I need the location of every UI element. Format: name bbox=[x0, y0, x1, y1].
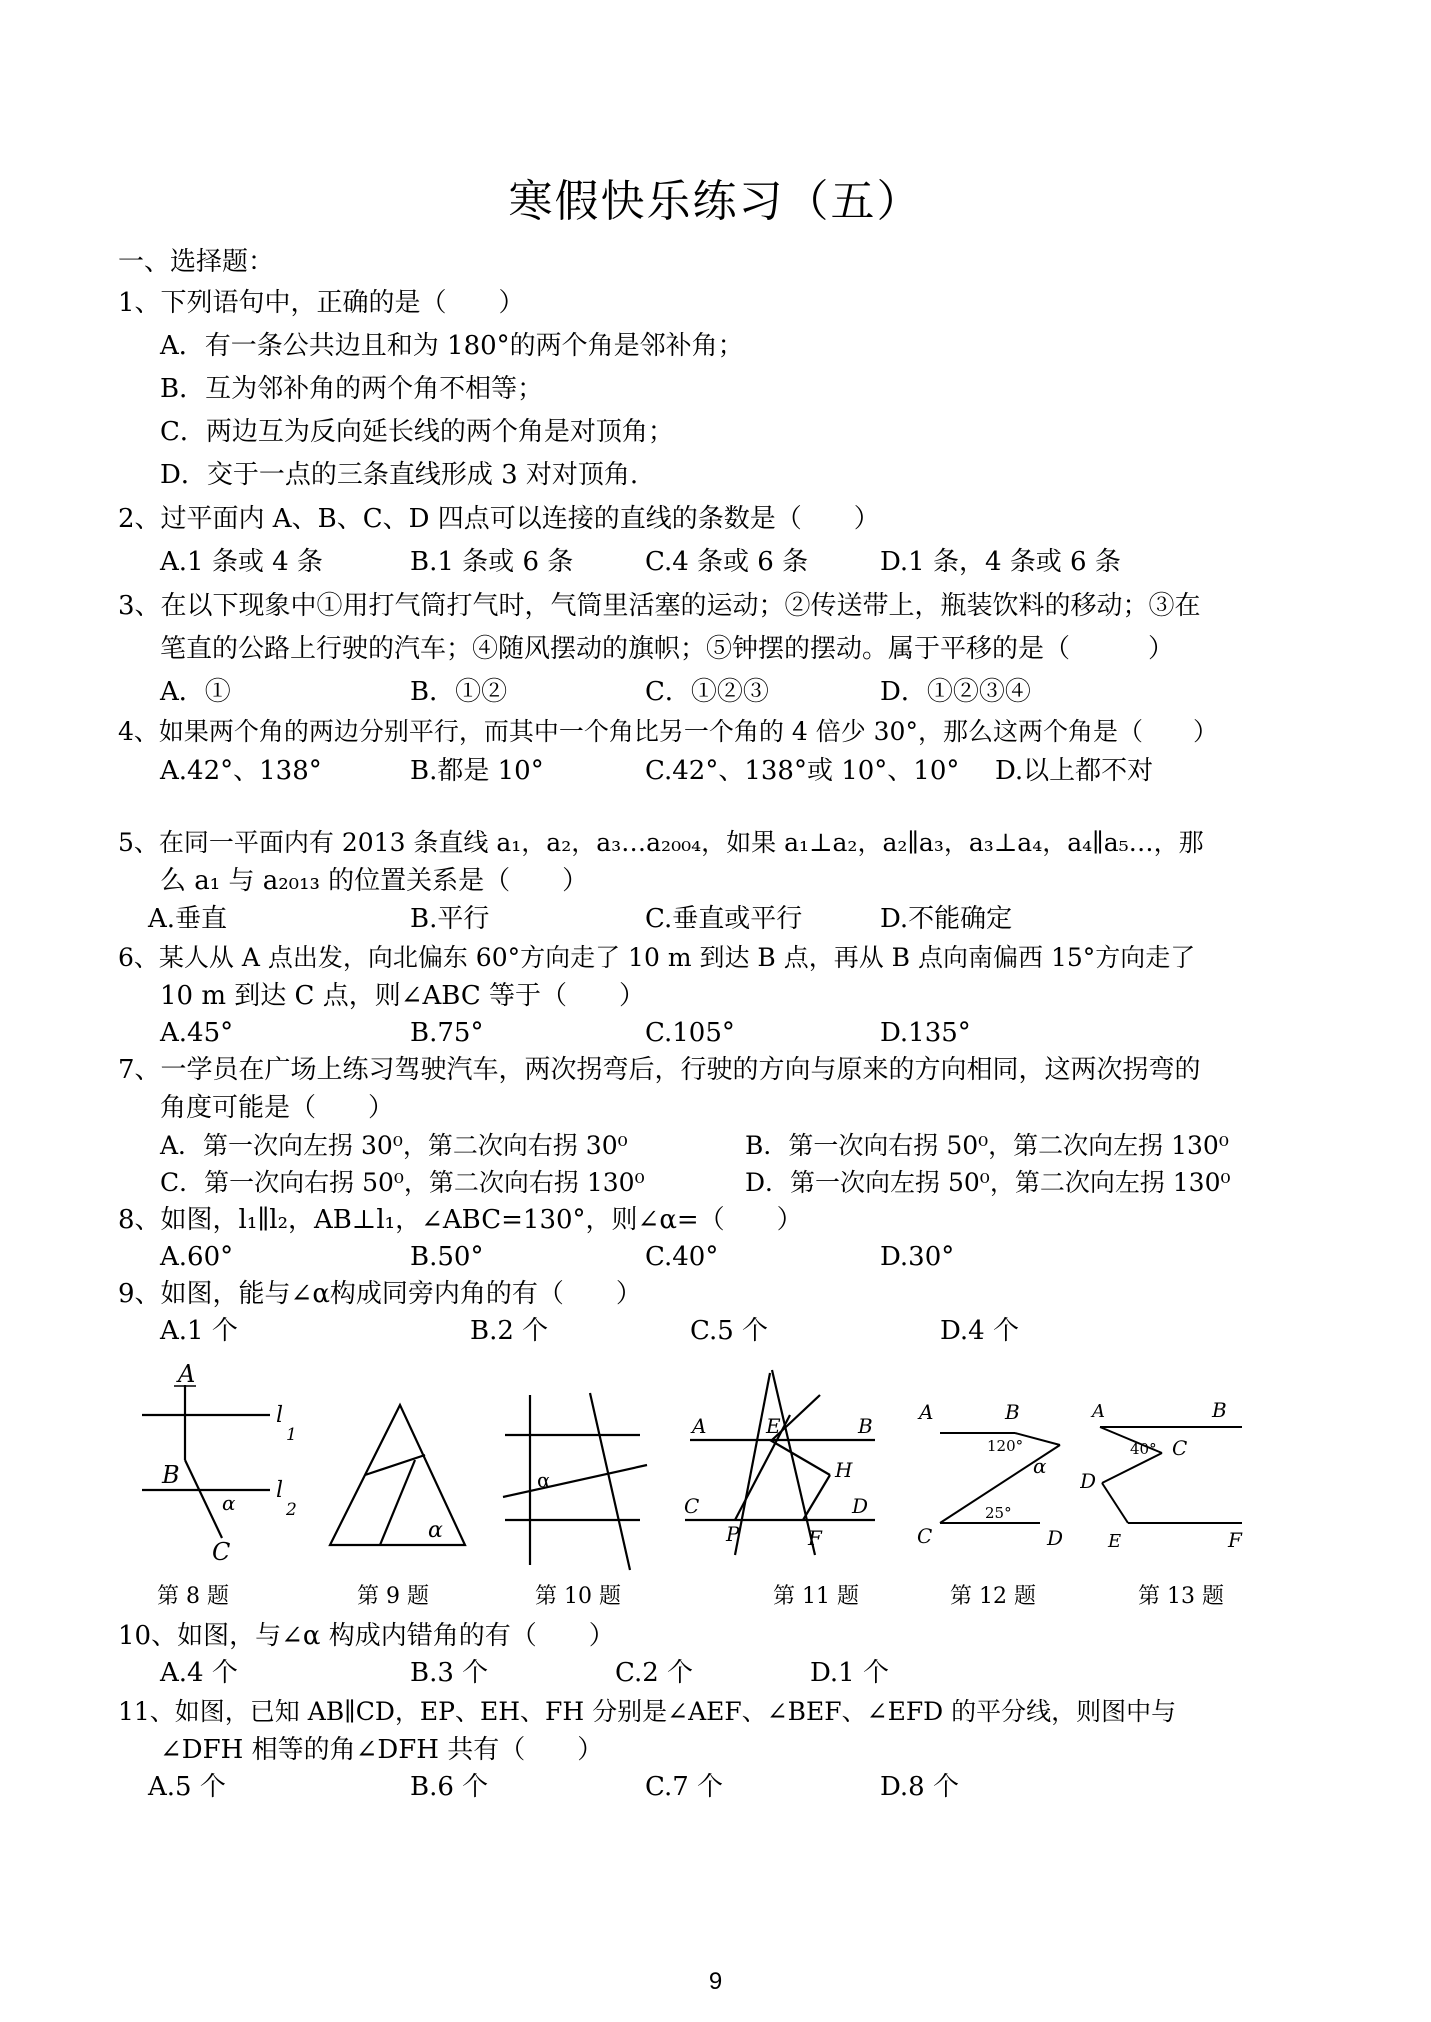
fig11-label-c: C bbox=[684, 1494, 700, 1518]
question-11-cont: ∠DFH 相等的角∠DFH 共有（ ） bbox=[160, 1735, 604, 1765]
q6-option-a: A.45° bbox=[160, 1018, 234, 1048]
question-3-cont: 笔直的公路上行驶的汽车；④随风摆动的旗帜；⑤钟摆的摆动。属于平移的是（ ） bbox=[160, 634, 1175, 664]
q9-option-c: C.5 个 bbox=[690, 1316, 769, 1346]
question-10: 10、如图，与∠α 构成内错角的有（ ） bbox=[118, 1621, 615, 1651]
fig13-label-b: B bbox=[1212, 1398, 1227, 1422]
fig8-label-b: B bbox=[162, 1461, 180, 1489]
question-8: 8、如图，l₁∥l₂，AB⊥l₁，∠ABC=130°，则∠α=（ ） bbox=[118, 1205, 803, 1235]
q11-option-c: C.7 个 bbox=[645, 1772, 724, 1802]
q8-option-c: C.40° bbox=[645, 1242, 719, 1272]
fig8-label-l: l bbox=[276, 1403, 284, 1428]
fig11-label-e: E bbox=[766, 1414, 781, 1438]
fig11-label-b: B bbox=[858, 1414, 873, 1438]
q10-option-d: D.1 个 bbox=[810, 1658, 889, 1688]
q1-option-d: D．交于一点的三条直线形成 3 对对顶角. bbox=[160, 460, 639, 490]
question-7: 7、一学员在广场上练习驾驶汽车，两次拐弯后，行驶的方向与原来的方向相同，这两次拐弯的 bbox=[118, 1055, 1201, 1085]
q2-option-c: C.4 条或 6 条 bbox=[645, 547, 809, 577]
fig8-label-a: A bbox=[178, 1360, 196, 1388]
q11-option-d: D.8 个 bbox=[880, 1772, 959, 1802]
q5-option-a: A.垂直 bbox=[148, 904, 228, 934]
fig11-label-d: D bbox=[852, 1494, 869, 1518]
q4-option-d: D.以上都不对 bbox=[995, 756, 1154, 786]
q7-option-a: A．第一次向左拐 30⁰，第二次向右拐 30⁰ bbox=[160, 1131, 628, 1160]
fig11-label-h: H bbox=[835, 1458, 853, 1482]
fig13-label-c: C bbox=[1172, 1436, 1188, 1460]
figure-12 bbox=[905, 1395, 1085, 1555]
q9-option-d: D.4 个 bbox=[940, 1316, 1019, 1346]
question-5-cont: 么 a₁ 与 a₂₀₁₃ 的位置关系是（ ） bbox=[160, 866, 589, 896]
fig11-label-f: F bbox=[808, 1526, 822, 1550]
q5-option-c: C.垂直或平行 bbox=[645, 904, 803, 934]
q3-option-a: A．① bbox=[160, 677, 231, 707]
figure-9 bbox=[320, 1390, 470, 1550]
question-2: 2、过平面内 A、B、C、D 四点可以连接的直线的条数是（ ） bbox=[118, 504, 880, 534]
figure-8 bbox=[130, 1360, 310, 1570]
q3-option-d: D．①②③④ bbox=[880, 677, 1031, 707]
fig11-label-a: A bbox=[692, 1414, 707, 1438]
q10-option-c: C.2 个 bbox=[615, 1658, 694, 1688]
fig9-label-alpha: α bbox=[428, 1518, 443, 1543]
question-5: 5、在同一平面内有 2013 条直线 a₁，a₂，a₃…a₂₀₀₄，如果 a₁⊥a₂，a₂∥a₃，a₃⊥a₄，a₄∥a₅…，那 bbox=[118, 828, 1204, 857]
fig8-label-sub2: 2 bbox=[286, 1500, 297, 1520]
figure-11 bbox=[680, 1365, 890, 1565]
q1-option-b: B．互为邻补角的两个角不相等； bbox=[160, 374, 544, 404]
q6-option-b: B.75° bbox=[410, 1018, 484, 1048]
question-4: 4、如果两个角的两边分别平行，而其中一个角比另一个角的 4 倍少 30°，那么这两个角是（ ） bbox=[118, 717, 1218, 746]
fig13-label-d: D bbox=[1080, 1469, 1097, 1493]
q9-option-b: B.2 个 bbox=[470, 1316, 549, 1346]
q3-option-b: B．①② bbox=[410, 677, 508, 707]
q1-option-a: A．有一条公共边且和为 180°的两个角是邻补角； bbox=[160, 331, 744, 361]
q10-option-b: B.3 个 bbox=[410, 1658, 489, 1688]
caption-fig12: 第 12 题 bbox=[950, 1584, 1036, 1609]
figure-13 bbox=[1080, 1395, 1260, 1555]
q2-option-b: B.1 条或 6 条 bbox=[410, 547, 574, 577]
fig12-label-alpha: α bbox=[1033, 1454, 1047, 1478]
question-6: 6、某人从 A 点出发，向北偏东 60°方向走了 10 m 到达 B 点，再从 B 点向南偏西 15°方向走了 bbox=[118, 943, 1196, 972]
q7-option-b: B．第一次向右拐 50⁰，第二次向左拐 130⁰ bbox=[745, 1131, 1229, 1160]
q3-option-c: C．①②③ bbox=[645, 677, 769, 707]
figure-10 bbox=[495, 1385, 655, 1575]
fig8-label-alpha: α bbox=[222, 1491, 236, 1515]
question-9: 9、如图，能与∠α构成同旁内角的有（ ） bbox=[118, 1279, 642, 1309]
caption-fig8: 第 8 题 bbox=[157, 1584, 229, 1609]
fig12-label-25: 25° bbox=[985, 1504, 1012, 1522]
caption-fig10: 第 10 题 bbox=[535, 1584, 621, 1609]
question-3: 3、在以下现象中①用打气筒打气时，气筒里活塞的运动；②传送带上，瓶装饮料的移动；③在 bbox=[118, 591, 1201, 621]
fig13-label-f: F bbox=[1228, 1528, 1242, 1552]
caption-fig9: 第 9 题 bbox=[357, 1584, 429, 1609]
q5-option-b: B.平行 bbox=[410, 904, 490, 934]
page-number: 9 bbox=[708, 1968, 723, 1995]
question-7-cont: 角度可能是（ ） bbox=[160, 1093, 395, 1123]
q9-option-a: A.1 个 bbox=[160, 1316, 238, 1346]
fig13-label-a: A bbox=[1092, 1401, 1105, 1422]
q5-option-d: D.不能确定 bbox=[880, 904, 1013, 934]
fig12-label-120: 120° bbox=[987, 1437, 1024, 1455]
q4-option-b: B.都是 10° bbox=[410, 756, 544, 786]
section-heading: 一、选择题： bbox=[118, 247, 275, 277]
fig10-label-alpha: α bbox=[537, 1468, 551, 1492]
fig12-label-c: C bbox=[917, 1524, 933, 1548]
question-11: 11、如图，已知 AB∥CD，EP、EH、FH 分别是∠AEF、∠BEF、∠EFD 的平分线，则图中与 bbox=[118, 1697, 1177, 1726]
q10-option-a: A.4 个 bbox=[160, 1658, 238, 1688]
q11-option-a: A.5 个 bbox=[148, 1772, 226, 1802]
q8-option-b: B.50° bbox=[410, 1242, 484, 1272]
page-title: 寒假快乐练习（五） bbox=[508, 176, 923, 227]
q2-option-a: A.1 条或 4 条 bbox=[160, 547, 323, 577]
fig8-label-l2: l bbox=[276, 1478, 284, 1503]
question-6-cont: 10 m 到达 C 点，则∠ABC 等于（ ） bbox=[160, 981, 645, 1011]
fig13-label-40: 40° bbox=[1130, 1440, 1157, 1458]
q8-option-a: A.60° bbox=[160, 1242, 234, 1272]
q8-option-d: D.30° bbox=[880, 1242, 955, 1272]
q7-option-d: D．第一次向左拐 50⁰，第二次向左拐 130⁰ bbox=[745, 1168, 1231, 1197]
q6-option-c: C.105° bbox=[645, 1018, 735, 1048]
caption-fig13: 第 13 题 bbox=[1138, 1584, 1224, 1609]
question-1: 1、下列语句中，正确的是（ ） bbox=[118, 288, 525, 318]
q6-option-d: D.135° bbox=[880, 1018, 971, 1048]
q4-option-a: A.42°、138° bbox=[160, 756, 322, 786]
q4-option-c: C.42°、138°或 10°、10° bbox=[645, 756, 960, 786]
q11-option-b: B.6 个 bbox=[410, 1772, 489, 1802]
fig8-label-c: C bbox=[212, 1538, 231, 1566]
fig13-label-e: E bbox=[1108, 1531, 1122, 1552]
q1-option-c: C．两边互为反向延长线的两个角是对顶角； bbox=[160, 417, 674, 447]
fig12-label-a: A bbox=[919, 1400, 934, 1424]
fig12-label-d: D bbox=[1047, 1526, 1064, 1550]
q2-option-d: D.1 条，4 条或 6 条 bbox=[880, 547, 1121, 577]
q7-option-c: C．第一次向右拐 50⁰，第二次向右拐 130⁰ bbox=[160, 1168, 645, 1197]
fig11-label-p: P bbox=[726, 1522, 740, 1546]
fig8-label-sub1: 1 bbox=[286, 1425, 297, 1445]
fig12-label-b: B bbox=[1005, 1400, 1020, 1424]
caption-fig11: 第 11 题 bbox=[773, 1584, 859, 1609]
